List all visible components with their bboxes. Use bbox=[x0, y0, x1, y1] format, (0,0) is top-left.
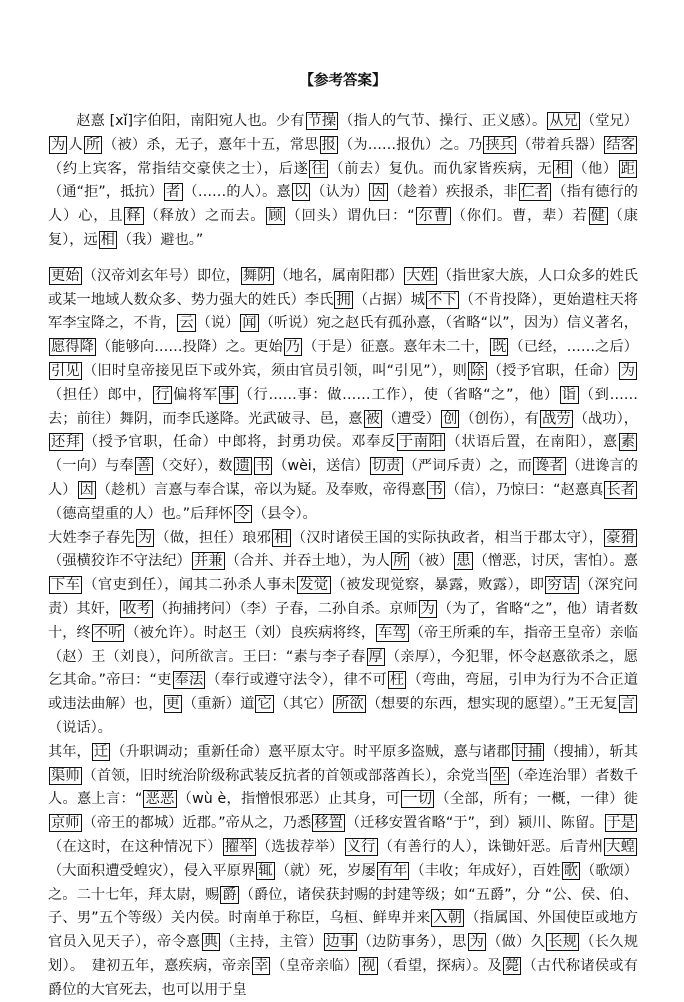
text-run: （到……去；前往）舞阴，而李氏遂降。光武破寻、邑，憙 bbox=[48, 386, 638, 427]
boxed-term: 报 bbox=[321, 136, 336, 153]
document-title: 【参考答案】 bbox=[299, 73, 387, 89]
paragraph-1 bbox=[48, 110, 638, 253]
boxed-term: 车驾 bbox=[378, 624, 407, 641]
boxed-term: 切责 bbox=[371, 458, 401, 475]
boxed-term: 令 bbox=[235, 505, 250, 522]
boxed-term: 还拜 bbox=[51, 434, 81, 451]
boxed-term: 闻 bbox=[242, 315, 257, 332]
boxed-term: 义行 bbox=[346, 838, 376, 855]
boxed-term: 擢举 bbox=[224, 838, 254, 855]
text-run: （强横狡诈不守法纪） bbox=[48, 553, 191, 570]
text-run: （指有德行的人）心，且 bbox=[48, 184, 638, 225]
boxed-term: 为 bbox=[469, 934, 485, 951]
text-run: （说话）。 bbox=[48, 719, 112, 736]
text-run: （古代称诸侯或有爵位的大官死去，也可以用于皇 bbox=[48, 957, 638, 998]
boxed-term: 薨 bbox=[504, 957, 520, 974]
boxed-term: 书 bbox=[255, 458, 271, 475]
boxed-term: 它 bbox=[257, 696, 272, 713]
boxed-term: 创 bbox=[443, 410, 458, 427]
text-run: （行……事：做……工作），使（省略“之”，他） bbox=[238, 386, 559, 403]
text-run: （前去）复仇。而仇家皆疾病，无 bbox=[329, 160, 553, 177]
text-run: （被） bbox=[410, 553, 454, 570]
boxed-term: 为 bbox=[51, 136, 66, 153]
boxed-term: 健 bbox=[590, 208, 606, 225]
text-run: （做，担任）琅邪 bbox=[155, 529, 272, 546]
boxed-term: 挟兵 bbox=[485, 136, 515, 153]
text-run: （汉帝刘玄年号）即位， bbox=[82, 267, 240, 284]
text-run: （奉行或遵守法令），律不可 bbox=[206, 672, 387, 689]
boxed-term: 言 bbox=[620, 696, 635, 713]
boxed-term: 穷诘 bbox=[547, 577, 577, 594]
text-run: （牵连治罪）者数千人。憙上言：“ bbox=[48, 767, 638, 808]
boxed-term: 恶恶 bbox=[145, 791, 175, 808]
document-page bbox=[48, 70, 638, 1002]
text-run: （弯曲，弯屈，引申为行为不合正道或违法曲解）也， bbox=[48, 672, 638, 713]
boxed-term: 所欲 bbox=[335, 696, 364, 713]
text-run: （想要的东西，想实现的愿望）。”王无复 bbox=[366, 696, 618, 713]
boxed-term: 释 bbox=[126, 208, 142, 225]
boxed-term: 视 bbox=[361, 957, 376, 974]
text-run: （升职调动；重新任命）憙平原太守。时平原多盗贼，憙与诸郡 bbox=[111, 743, 511, 760]
boxed-term: 一切 bbox=[403, 791, 433, 808]
text-run: （已经，……之后） bbox=[509, 339, 638, 356]
text-run: （大面积遭受蝗灾），侵入平原界 bbox=[48, 862, 256, 879]
boxed-term: 典 bbox=[203, 934, 219, 951]
text-run: （交好），数 bbox=[154, 458, 233, 475]
text-run: 其年， bbox=[48, 743, 91, 760]
boxed-term: 除 bbox=[470, 362, 485, 379]
boxed-term: 距 bbox=[620, 160, 635, 177]
boxed-term: 乃 bbox=[285, 339, 301, 356]
boxed-term: 为 bbox=[620, 362, 635, 379]
text-run: （他） bbox=[573, 160, 618, 177]
boxed-term: 于是 bbox=[606, 815, 635, 832]
boxed-term: 歌 bbox=[563, 862, 578, 879]
text-run: （约上宾客，常指结交豪侠之士），后遂 bbox=[48, 160, 309, 177]
boxed-term: 爵 bbox=[222, 886, 237, 903]
text-run: （指人的气节、操行、正义感）。 bbox=[339, 113, 547, 129]
text-run: （被）杀，无子，憙年十五，常思 bbox=[103, 136, 319, 153]
boxed-term: 所 bbox=[393, 553, 408, 570]
boxed-term: 愿得降 bbox=[51, 339, 94, 356]
paragraph-3 bbox=[48, 527, 638, 741]
text-run: （搜捕），斩其 bbox=[545, 743, 638, 760]
text-run: （亲厚），今犯罪，怀令赵憙欲杀之，愿乞其命。”帝曰：“吏 bbox=[48, 648, 638, 689]
boxed-term: 大姓 bbox=[406, 267, 435, 284]
boxed-term: 诣 bbox=[561, 386, 577, 403]
text-run: （遭受） bbox=[382, 410, 441, 427]
boxed-term: 入朝 bbox=[433, 910, 463, 927]
text-run: （授予官职，任命）中郎将，封勇功侯。邓奉反 bbox=[83, 434, 396, 451]
boxed-term: 患 bbox=[456, 553, 471, 570]
text-run: （战功）， bbox=[573, 410, 638, 427]
boxed-term: 从兄 bbox=[549, 113, 578, 129]
text-run: （旧时皇帝接见臣下或外宾，须由官员引领，叫“引见”），则 bbox=[82, 362, 468, 379]
text-run: （你们。曹，辈）若 bbox=[451, 208, 588, 225]
boxed-term: 收考 bbox=[122, 600, 151, 617]
text-run: （汉时诸侯王国的实际执政者，相当于郡太守）， bbox=[291, 529, 604, 546]
boxed-term: 坐 bbox=[492, 767, 507, 784]
text-run: （担任）郎中， bbox=[48, 386, 153, 403]
boxed-term: 长规 bbox=[548, 934, 578, 951]
boxed-term: 舞阴 bbox=[242, 267, 272, 284]
boxed-term: 拥 bbox=[336, 291, 351, 308]
text-run: （认为） bbox=[311, 184, 369, 201]
boxed-term: 迁 bbox=[93, 743, 109, 760]
boxed-term: 相 bbox=[555, 160, 571, 177]
boxed-term: 更 bbox=[165, 696, 180, 713]
boxed-term: 战劳 bbox=[542, 410, 571, 427]
text-run: （为了，省略“之”，他）请者数十，终 bbox=[48, 600, 638, 641]
boxed-term: 节操 bbox=[307, 113, 337, 129]
text-run: （主持，主管） bbox=[221, 934, 323, 951]
text-run: （趁机）言憙与奉合谋，帝以为疑。及奉败，帝得憙 bbox=[96, 481, 426, 498]
boxed-term: 遗 bbox=[235, 458, 250, 475]
text-run: （帝王所乘的车，指帝王皇帝）亲临（赵）王（刘良），问所欲言。王曰：“素与李子春 bbox=[48, 624, 638, 665]
boxed-term: 善 bbox=[136, 458, 151, 475]
text-run: （堂兄） bbox=[580, 113, 638, 129]
boxed-term: 相 bbox=[100, 231, 115, 248]
text-run: （wèi，送信） bbox=[273, 458, 369, 475]
boxed-term: 边事 bbox=[325, 934, 355, 951]
boxed-term: 所 bbox=[85, 136, 101, 153]
document-body bbox=[48, 110, 638, 1002]
text-run: （我）避也。” bbox=[117, 231, 204, 248]
text-run: （……的人）。憙 bbox=[183, 184, 291, 201]
boxed-term: 既 bbox=[492, 339, 507, 356]
text-run: （爵位，诸侯获封赐的封建等级；如“五爵”，分 “公、侯、伯、子、男”五个等级）关内侯。时南单于称臣，乌桓、鲜卑并来 bbox=[48, 886, 638, 927]
text-run: （重新）道 bbox=[182, 696, 255, 713]
boxed-term: 素 bbox=[620, 434, 635, 451]
boxed-term: 下车 bbox=[51, 577, 81, 594]
text-run: （说） bbox=[196, 315, 240, 332]
boxed-term: 尔曹 bbox=[417, 208, 449, 225]
text-run: （其它） bbox=[274, 696, 333, 713]
text-run: （趁着）疾报杀，非 bbox=[388, 184, 518, 201]
boxed-term: 者 bbox=[166, 184, 181, 201]
text-run: （信），乃惊曰：“赵憙真 bbox=[445, 481, 604, 498]
boxed-term: 移置 bbox=[314, 815, 343, 832]
boxed-term: 往 bbox=[311, 160, 327, 177]
text-run: （深究问责）其奸， bbox=[48, 577, 638, 617]
boxed-term: 因 bbox=[371, 184, 386, 201]
boxed-term: 厚 bbox=[368, 648, 383, 665]
boxed-term: 结客 bbox=[606, 136, 635, 153]
boxed-term: 事 bbox=[220, 386, 236, 403]
text-run: （严词斥责）之，而 bbox=[403, 458, 533, 475]
boxed-term: 豪猾 bbox=[606, 529, 635, 546]
text-run: （县令）。 bbox=[252, 505, 317, 522]
boxed-term: 并兼 bbox=[193, 553, 223, 570]
boxed-term: 于南阳 bbox=[398, 434, 444, 451]
text-run: （看望，探病）。及 bbox=[378, 957, 502, 974]
text-run: （迁移安置省略“于”，到）颍川、陈留。 bbox=[345, 815, 604, 832]
text-run: （被允许）。时赵王（刘）良疾病将终， bbox=[125, 624, 376, 641]
text-run: （长久规划）。 建初五年，憙疾病，帝亲 bbox=[48, 934, 638, 974]
text-run: （为……报仇）之。乃 bbox=[338, 136, 483, 153]
boxed-term: 仁者 bbox=[520, 184, 550, 201]
boxed-term: 长者 bbox=[606, 481, 635, 498]
boxed-term: 书 bbox=[428, 481, 443, 498]
text-run: （回头）谓仇曰：“ bbox=[286, 208, 415, 225]
text-run: （带着兵器） bbox=[517, 136, 604, 153]
text-run: （就）死，岁屡 bbox=[275, 862, 376, 879]
boxed-term: 为 bbox=[420, 600, 435, 617]
boxed-term: 不听 bbox=[93, 624, 123, 641]
boxed-term: 顾 bbox=[268, 208, 284, 225]
text-run: （丰收；年成好），百姓 bbox=[410, 862, 561, 879]
text-run: （授予官职，任命） bbox=[487, 362, 618, 379]
boxed-term: 辄 bbox=[258, 862, 273, 879]
text-run: （地名，属南阳郡） bbox=[274, 267, 404, 284]
text-run: （康复），远 bbox=[48, 208, 638, 248]
boxed-term: 发觉 bbox=[299, 577, 329, 594]
text-run: （于是）征憙。憙年未二十， bbox=[303, 339, 490, 356]
text-run: （在这时，在这种情况下） bbox=[48, 838, 222, 855]
boxed-term: 枉 bbox=[389, 672, 405, 689]
text-run: （选拔荐举） bbox=[256, 838, 344, 855]
text-run: （歌颂）之。二十七年，拜太尉，赐 bbox=[48, 862, 638, 903]
paragraph-gap bbox=[48, 253, 638, 265]
boxed-term: 渠帅 bbox=[51, 767, 80, 784]
boxed-term: 为 bbox=[137, 529, 153, 546]
text-run: （能够向……投降）之。更始 bbox=[96, 339, 283, 356]
boxed-term: 引见 bbox=[51, 362, 80, 379]
text-run: （不肯投降），更始遣柱天将军李宝降之，不肯， bbox=[48, 291, 638, 332]
boxed-term: 谗者 bbox=[535, 458, 564, 475]
text-run: （有善行的人），诛锄奸恶。后青州 bbox=[378, 838, 604, 855]
text-run: （德高望重的人）也。”后拜怀 bbox=[48, 505, 233, 522]
boxed-term: 奉法 bbox=[174, 672, 204, 689]
boxed-term: 以 bbox=[293, 184, 309, 201]
boxed-term: 被 bbox=[365, 410, 380, 427]
text-run: （一向）与奉 bbox=[48, 458, 134, 475]
text-run: （帝王的都城）近郡。”帝从之，乃悉 bbox=[82, 815, 312, 832]
text-run: （占据）城 bbox=[353, 291, 426, 308]
text-run: （皇帝亲临） bbox=[271, 957, 359, 974]
text-run: （通“拒”，抵抗） bbox=[48, 184, 164, 201]
text-run: （指世家大族，人口众多的姓氏或某一地域人数众多、势力强大的姓氏）李氏 bbox=[48, 267, 638, 308]
boxed-term: 行 bbox=[155, 386, 171, 403]
text-run: 大姓李子春先 bbox=[48, 529, 135, 546]
text-run: （指属国、外国使臣或地方官员入见天子），帝令憙 bbox=[48, 910, 638, 951]
text-run: 赵憙 [xǐ]字伯阳，南阳宛人也。少有 bbox=[76, 113, 305, 129]
boxed-term: 相 bbox=[274, 529, 289, 546]
text-run: （被发现觉察，暴露，败露），即 bbox=[331, 577, 545, 594]
text-run: （合并、并吞土地），为人 bbox=[225, 553, 391, 570]
text-run: （wù è，指憎恨邪恶）止其身，可 bbox=[177, 791, 401, 808]
boxed-term: 有年 bbox=[378, 862, 408, 879]
text-run: 人 bbox=[68, 136, 83, 153]
boxed-term: 不下 bbox=[428, 291, 457, 308]
text-run: （进谗言的人） bbox=[48, 458, 638, 498]
boxed-term: 大蝗 bbox=[606, 838, 635, 855]
boxed-term: 更始 bbox=[51, 267, 80, 284]
text-run: （听说）宛之赵氏有孤孙憙，（省略“以”，因为）信义著名， bbox=[259, 315, 638, 332]
text-run: （边防事务），思 bbox=[357, 934, 467, 951]
boxed-term: 因 bbox=[79, 481, 94, 498]
text-run: （憎恶，讨厌，害怕）。憙 bbox=[473, 553, 638, 570]
text-run: （首领，旧时统治阶级称武装反抗者的首领或部落酋长），余党当 bbox=[82, 767, 490, 784]
text-run: （拘捕拷问）（李）子春，二孙自杀。京师 bbox=[153, 600, 418, 617]
boxed-term: 京师 bbox=[51, 815, 80, 832]
text-run: （官吏到任），闻其二孙杀人事未 bbox=[83, 577, 297, 594]
text-run: 偏将军 bbox=[173, 386, 218, 403]
boxed-term: 讨捕 bbox=[513, 743, 543, 760]
text-run: （创伤），有 bbox=[460, 410, 540, 427]
text-run: （全部，所有；一概，一律）徙 bbox=[435, 791, 638, 808]
text-run: （做）久 bbox=[487, 934, 546, 951]
text-run: （释放）之而去。 bbox=[144, 208, 266, 225]
boxed-term: 幸 bbox=[253, 957, 269, 974]
text-run: （状语后置，在南阳），憙 bbox=[446, 434, 618, 451]
paragraph-2 bbox=[48, 265, 638, 527]
paragraph-4 bbox=[48, 741, 638, 1002]
boxed-term: 云 bbox=[179, 315, 194, 332]
